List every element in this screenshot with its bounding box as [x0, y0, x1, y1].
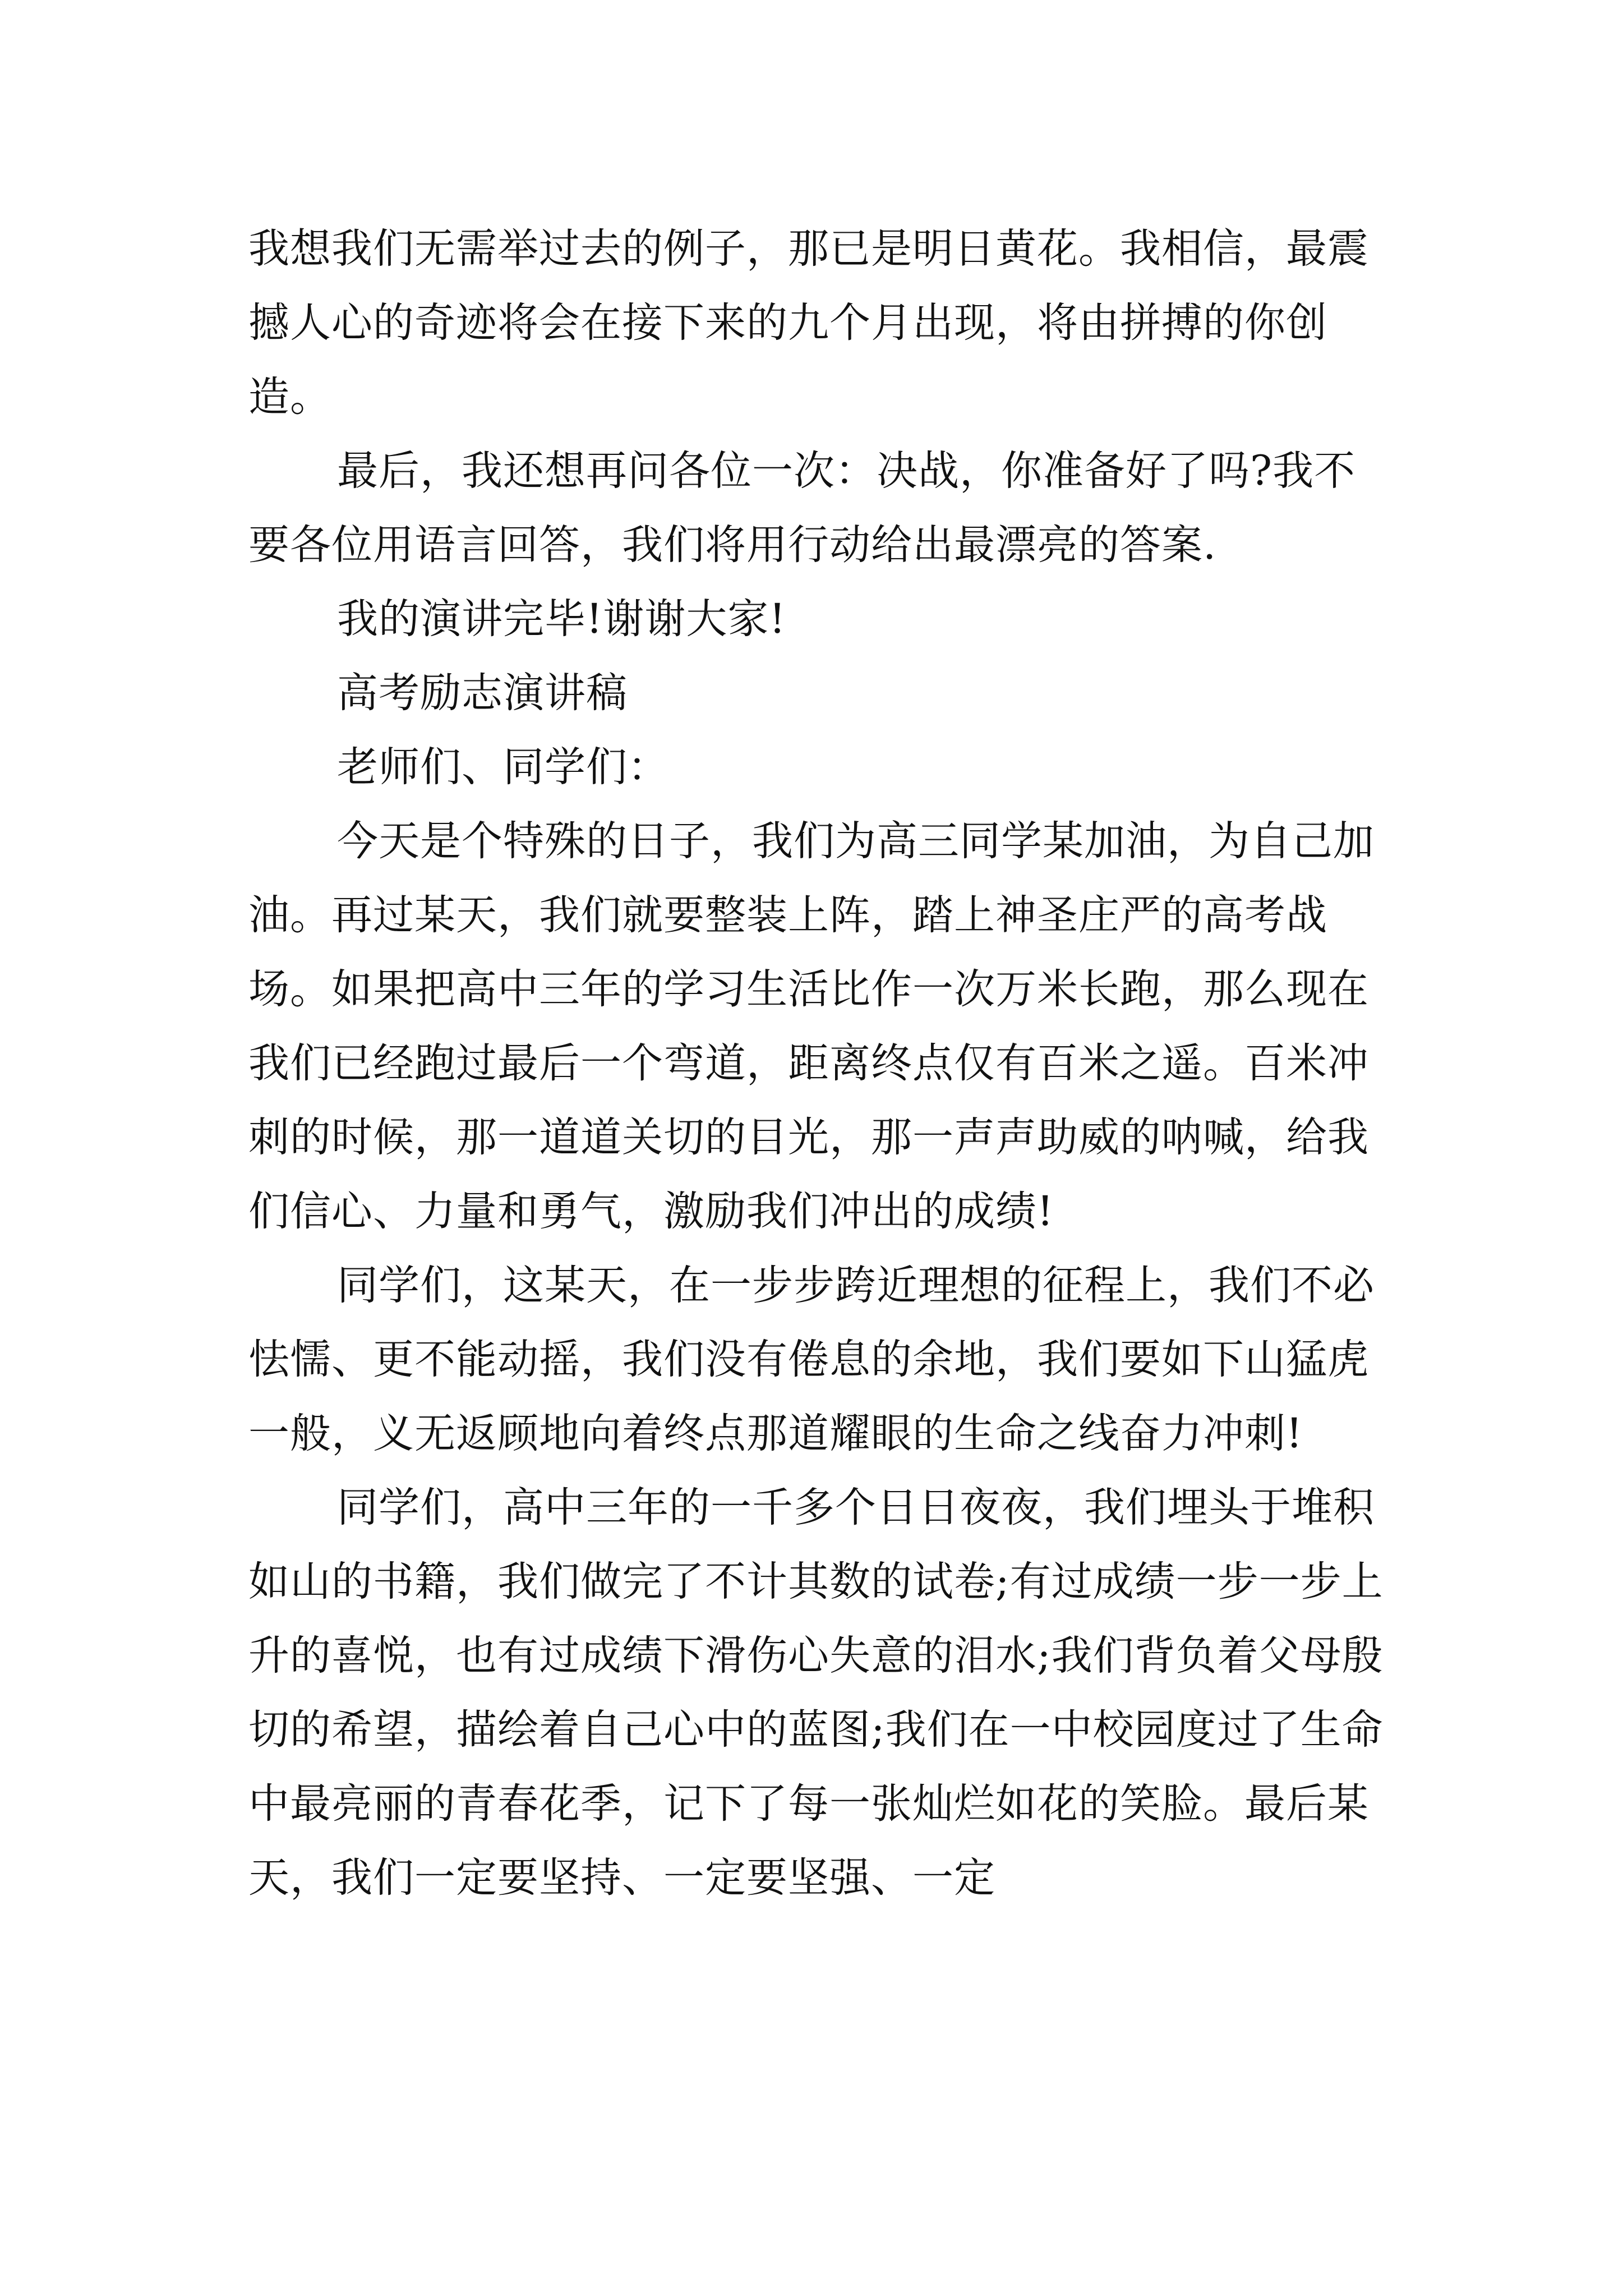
salutation: 老师们、同学们： — [337, 743, 669, 791]
paragraph-8: 同学们，高中三年的一千多个日日夜夜，我们埋头于堆积如山的书籍，我们做完了不计其数的试卷;有过成绩一步一步上升的喜悦，也有过成绩下滑伤心失意的泪水;我们背负着父母殷切的希望，描绘着自己心中的蓝图;我们在一中校园度过了生命中最亮丽的青春花季，记下了每一张灿烂如花的笑脸。最后某天，我们一定要坚持、一定要坚强、一定 — [248, 1484, 1384, 1902]
paragraph-2: 最后，我还想再问各位一次：决战，你准备好了吗?我不要各位用语言回答，我们将用行动给出最漂亮的答案. — [248, 447, 1356, 569]
paragraph-3: 我的演讲完毕!谢谢大家! — [337, 595, 786, 643]
paragraph-7: 同学们，这某天，在一步步跨近理想的征程上，我们不必怯懦、更不能动摇，我们没有倦息的余地，我们要如下山猛虎一般，义无返顾地向着终点那道耀眼的生命之线奋力冲刺! — [248, 1262, 1375, 1457]
document-body — [248, 212, 1393, 1915]
paragraph-6: 今天是个特殊的日子，我们为高三同学某加油，为自己加油。再过某天，我们就要整装上阵，踏上神圣庄严的高考战场。如果把高中三年的学习生活比作一次万米长跑，那么现在我们已经跑过最后一个弯道，距离终点仅有百米之遥。百米冲刺的时候，那一道道关切的目光，那一声声助威的呐喊，给我们信心、力量和勇气，激励我们冲出的成绩! — [248, 817, 1375, 1235]
speech-title: 高考励志演讲稿 — [337, 669, 628, 717]
paragraph-1: 我想我们无需举过去的例子，那已是明日黄花。我相信，最震撼人心的奇迹将会在接下来的九个月出现，将由拼搏的你创造。 — [248, 225, 1369, 421]
